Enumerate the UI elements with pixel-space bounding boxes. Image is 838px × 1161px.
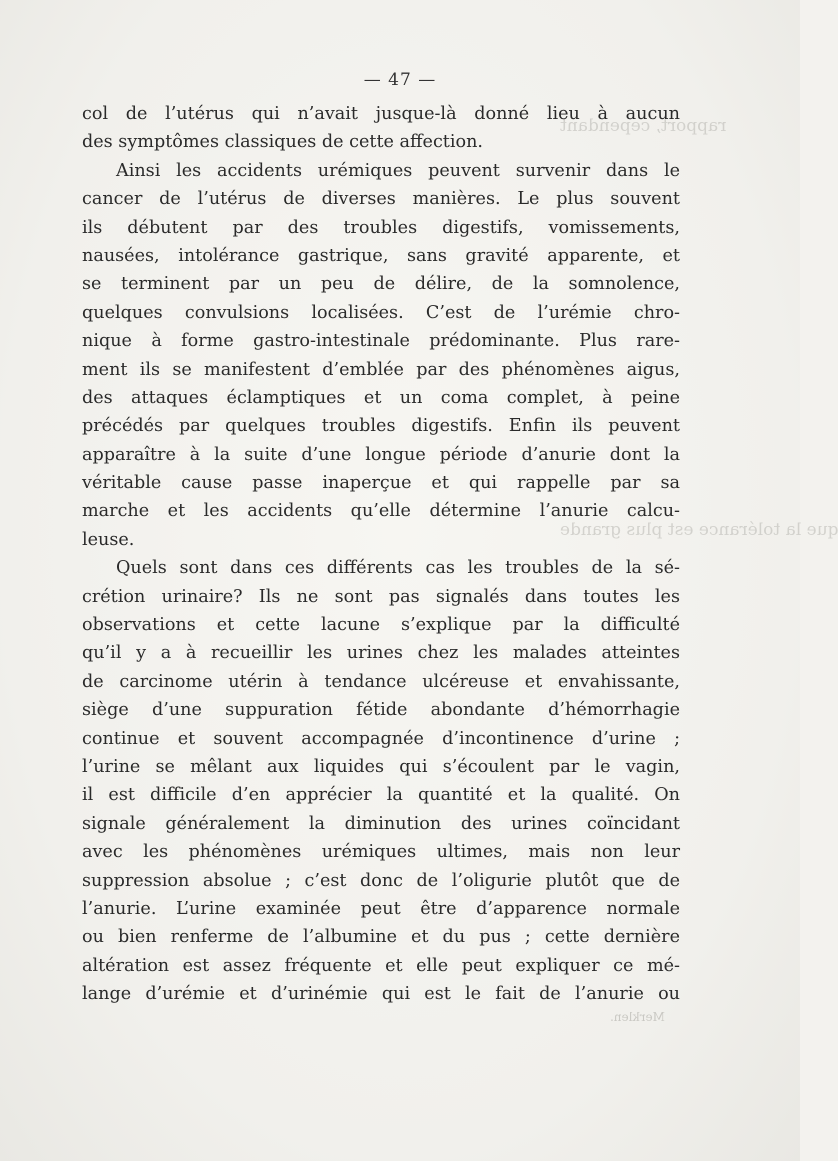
text-line: des attaques éclamptiques et un coma complet, à peine [82, 387, 680, 408]
text-line: l’anurie. L’urine examinée peut être d’apparence normale [82, 898, 680, 919]
text-line: siège d’une suppuration fétide abondante d’hémorrhagie [82, 700, 680, 721]
text-line: Quels sont dans ces différents cas les troubles de la sé- [116, 558, 680, 579]
bleed-through-text: que la tolérance est plus grande [560, 520, 838, 540]
bleed-through-signature: Merklen. [610, 1010, 665, 1024]
bleed-through-text: rapport, cependant [560, 116, 727, 136]
paragraph-1 [82, 100, 680, 157]
text-line: Ainsi les accidents urémiques peuvent survenir dans le [116, 160, 680, 181]
text-line: observations et cette lacune s’explique par la difficulté [82, 615, 680, 636]
paragraph-2 [82, 157, 680, 554]
text-line: des symptômes classiques de cette affection. [82, 132, 484, 153]
text-line: se terminent par un peu de délire, de la somnolence, [82, 274, 680, 295]
text-line: qu’il y a à recueillir les urines chez les malades atteintes [82, 643, 680, 664]
paragraph-3 [82, 554, 680, 1008]
text-line: ils débutent par des troubles digestifs, vomissements, [82, 217, 680, 238]
body-text [82, 100, 680, 1009]
text-line: nique à forme gastro-intestinale prédominante. Plus rare- [82, 331, 680, 352]
text-line: continue et souvent accompagnée d’incontinence d’urine ; [82, 728, 680, 749]
text-line: crétion urinaire? Ils ne sont pas signalés dans toutes les [82, 586, 680, 607]
text-line: précédés par quelques troubles digestifs. Enfin ils peuvent [82, 416, 680, 437]
text-line: suppression absolue ; c’est donc de l’oligurie plutôt que de [82, 870, 680, 891]
text-line: leuse. [82, 529, 135, 550]
text-line: quelques convulsions localisées. C’est de l’urémie chro- [82, 302, 680, 323]
text-line: marche et les accidents qu’elle détermine l’anurie calcu- [82, 501, 680, 522]
text-line: ou bien renferme de l’albumine et du pus ; cette dernière [82, 927, 680, 948]
text-line: lange d’urémie et d’urinémie qui est le fait de l’anurie ou [82, 984, 680, 1005]
text-line: il est difficile d’en apprécier la quantité et la qualité. On [82, 785, 680, 806]
text-line: véritable cause passe inaperçue et qui rappelle par sa [82, 473, 680, 494]
text-line: de carcinome utérin à tendance ulcéreuse et envahissante, [82, 671, 680, 692]
text-line: col de l’utérus qui n’avait jusque-là donné lieu à aucun [82, 104, 680, 124]
text-line: l’urine se mêlant aux liquides qui s’écoulent par le vagin, [82, 756, 680, 777]
text-line: avec les phénomènes urémiques ultimes, mais non leur [82, 842, 680, 863]
text-line: apparaître à la suite d’une longue période d’anurie dont la [82, 444, 680, 465]
text-line: altération est assez fréquente et elle peut expliquer ce mé- [82, 955, 680, 976]
text-line: signale généralement la diminution des urines coïncidant [82, 813, 680, 834]
text-line: nausées, intolérance gastrique, sans gravité apparente, et [82, 245, 680, 266]
page-number: — 47 — [363, 70, 437, 90]
text-line: cancer de l’utérus de diverses manières. Le plus souvent [82, 189, 680, 210]
text-line: ment ils se manifestent d’emblée par des phénomènes aigus, [82, 359, 680, 380]
